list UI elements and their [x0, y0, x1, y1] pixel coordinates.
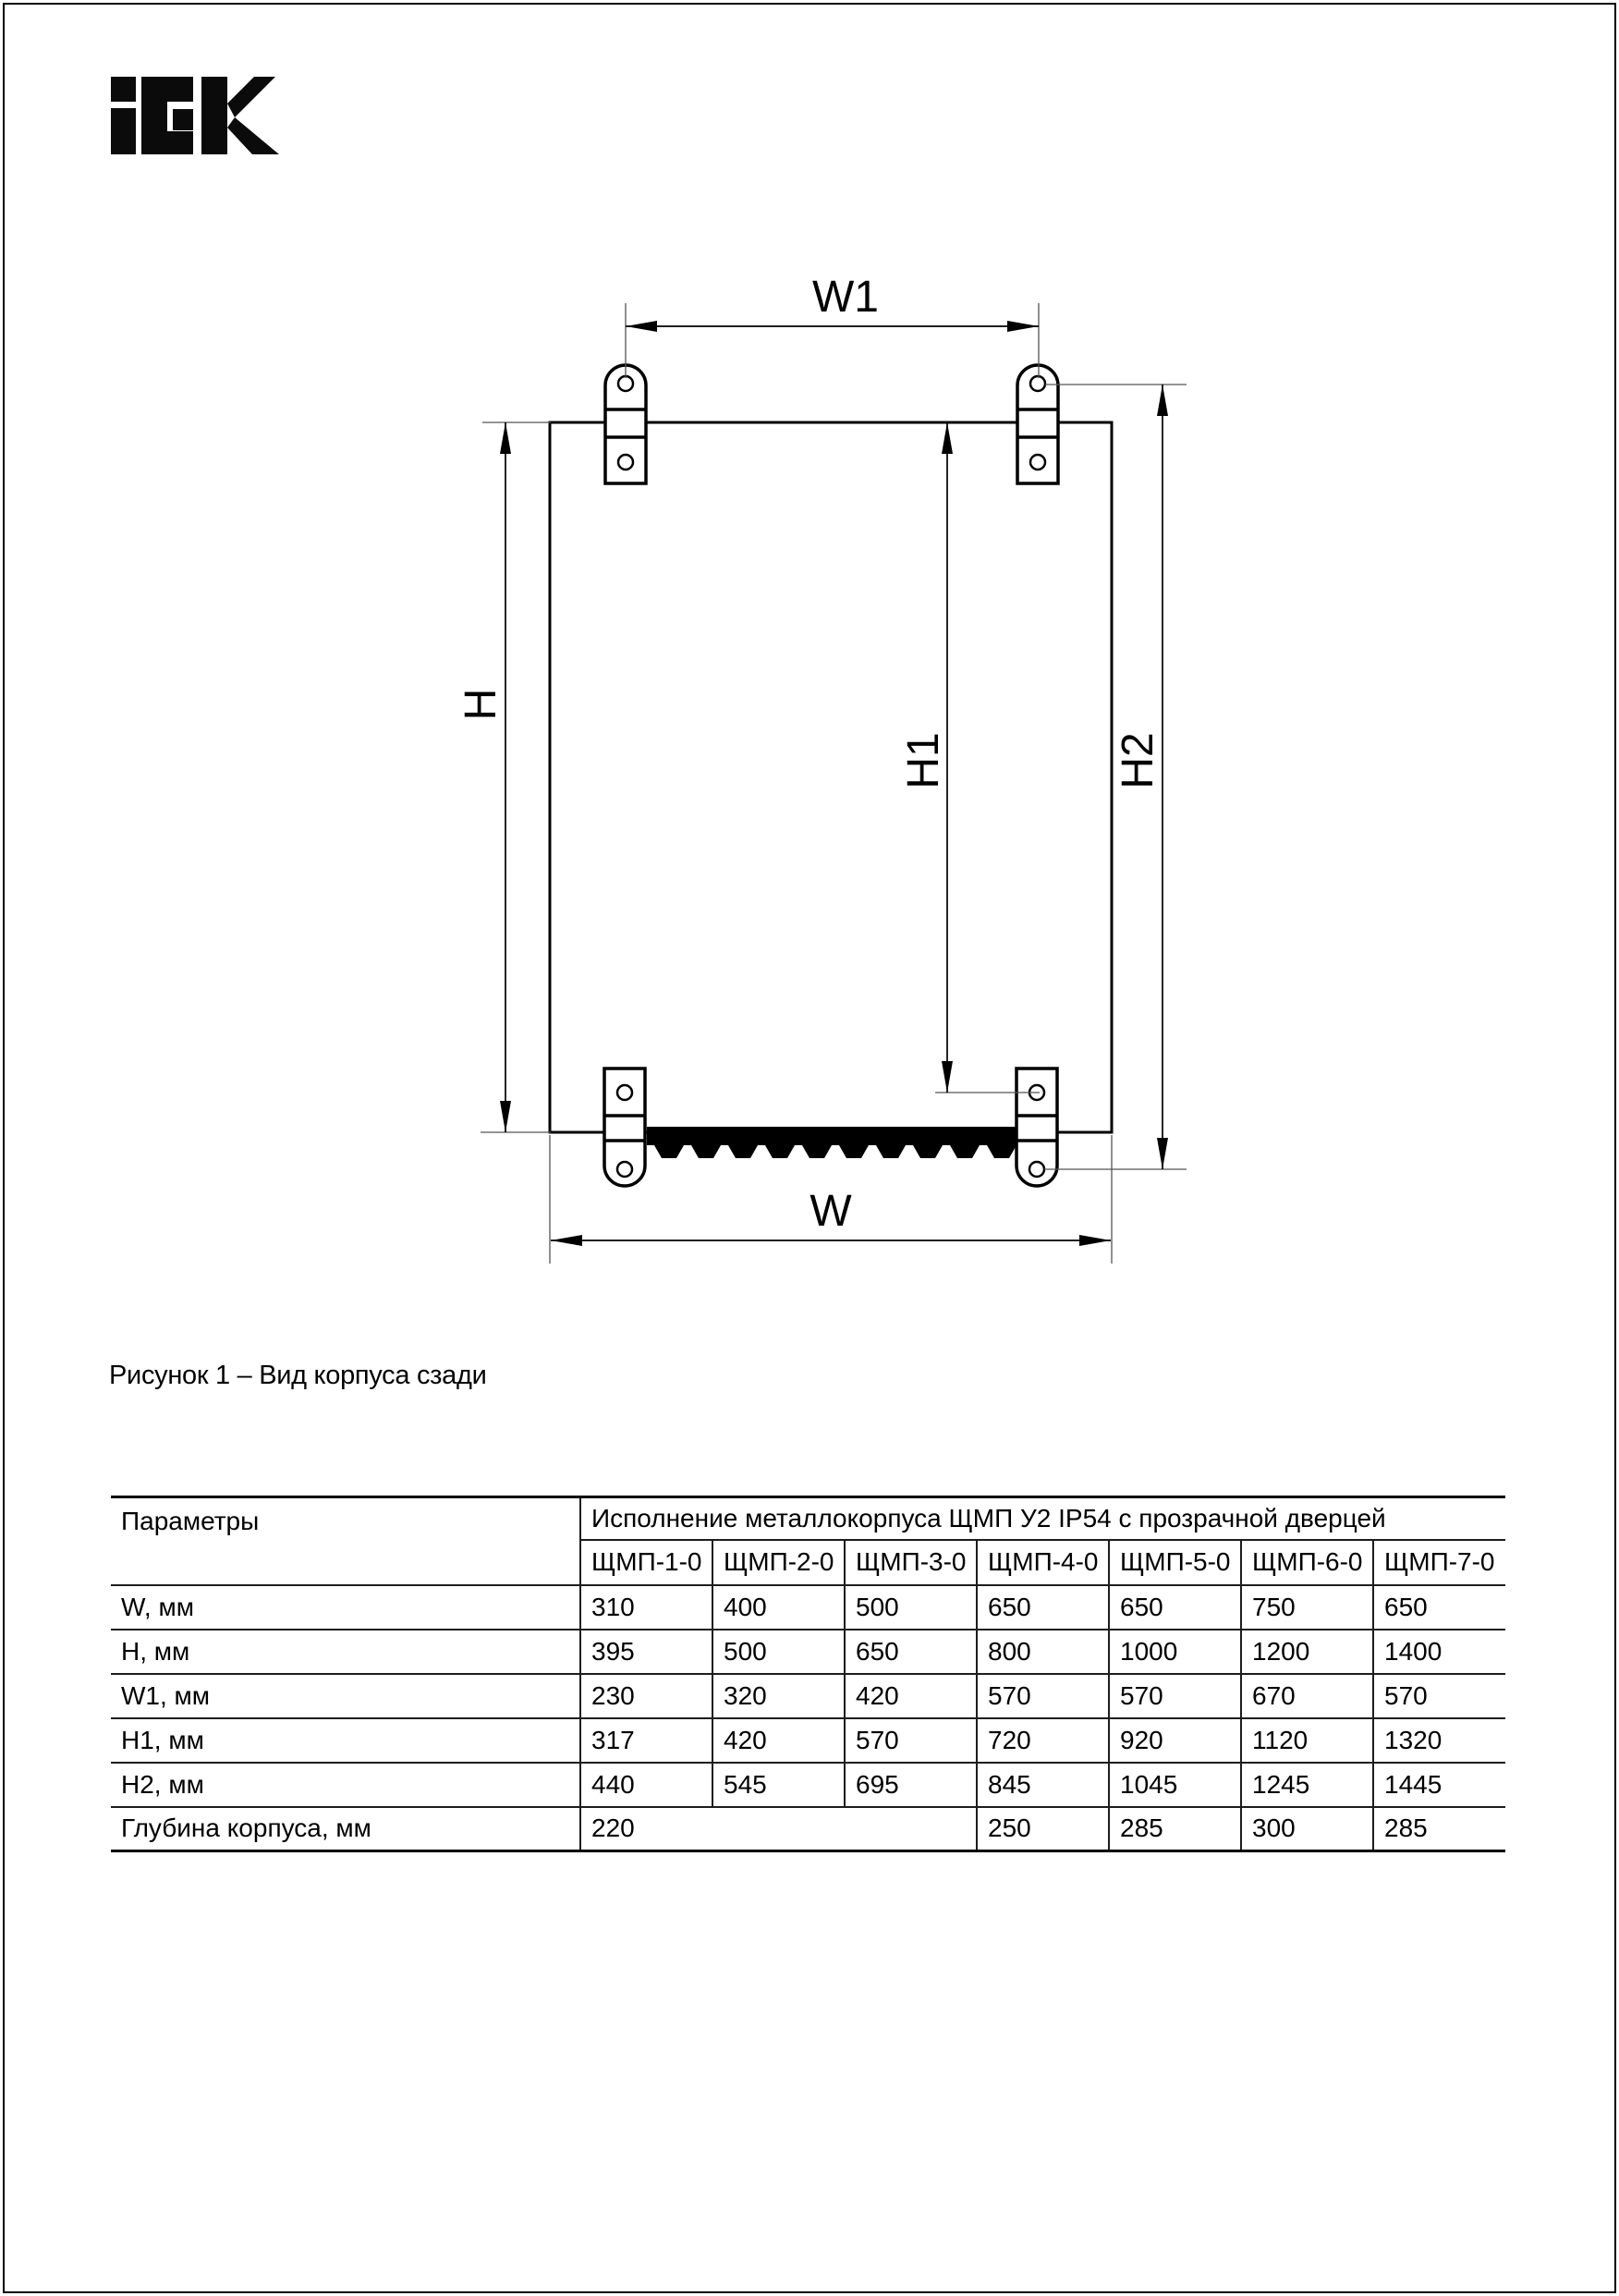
enclosure-rear-view-drawing — [407, 250, 1257, 1285]
table-row-depth — [111, 1807, 1505, 1851]
cell-value: 650 — [977, 1585, 1109, 1630]
cell-value: 1045 — [1109, 1763, 1241, 1807]
cell-value: 670 — [1241, 1674, 1373, 1718]
cell-value: 800 — [977, 1630, 1109, 1674]
cell-value: 650 — [1373, 1585, 1505, 1630]
enclosure-body — [550, 422, 1112, 1132]
cell-value: 570 — [1373, 1674, 1505, 1718]
dim-label-h: H — [456, 688, 505, 721]
cell-value: 1445 — [1373, 1763, 1505, 1807]
bracket-bottom-left — [604, 1069, 645, 1186]
cell-value: 320 — [712, 1674, 845, 1718]
row-label: H2, мм — [111, 1763, 580, 1807]
row-label: H1, мм — [111, 1718, 580, 1763]
table-row — [111, 1630, 1505, 1674]
header-model-5: ЩМП-5-0 — [1109, 1540, 1241, 1585]
table-header-group-row — [111, 1497, 1505, 1540]
header-model-1: ЩМП-1-0 — [580, 1540, 712, 1585]
cell-value: 545 — [712, 1763, 845, 1807]
header-group: Исполнение металлокорпуса ЩМП У2 IP54 с прозрачной дверцей — [580, 1497, 1505, 1540]
cell-value: 500 — [845, 1585, 977, 1630]
cell-value: 500 — [712, 1630, 845, 1674]
cell-value: 845 — [977, 1763, 1109, 1807]
cell-value: 317 — [580, 1718, 712, 1763]
dim-label-h2: H2 — [1114, 732, 1163, 789]
row-label: W, мм — [111, 1585, 580, 1630]
table-row — [111, 1585, 1505, 1630]
cell-value: 230 — [580, 1674, 712, 1718]
table-row — [111, 1763, 1505, 1807]
header-parameters: Параметры — [121, 1507, 260, 1535]
cell-value: 395 — [580, 1630, 712, 1674]
table-row — [111, 1674, 1505, 1718]
cell-value: 720 — [977, 1718, 1109, 1763]
bracket-top-left — [605, 365, 646, 483]
header-model-6: ЩМП-6-0 — [1241, 1540, 1373, 1585]
cell-value: 920 — [1109, 1718, 1241, 1763]
parameters-table — [111, 1496, 1505, 1852]
figure-caption: Рисунок 1 – Вид корпуса сзади — [109, 1361, 487, 1390]
cell-value: 1400 — [1373, 1630, 1505, 1674]
cell-value: 400 — [712, 1585, 845, 1630]
cell-value: 1120 — [1241, 1718, 1373, 1763]
row-label: H, мм — [111, 1630, 580, 1674]
cell-value: 420 — [845, 1674, 977, 1718]
cell-value: 570 — [845, 1718, 977, 1763]
cell-value: 300 — [1241, 1807, 1373, 1851]
dim-label-w: W — [810, 1187, 852, 1236]
cell-value-merged: 220 — [580, 1807, 977, 1851]
cell-value: 250 — [977, 1807, 1109, 1851]
cell-value: 310 — [580, 1585, 712, 1630]
cell-value: 650 — [1109, 1585, 1241, 1630]
table-row — [111, 1718, 1505, 1763]
serrated-strip — [647, 1127, 1016, 1158]
dim-label-h1: H1 — [899, 732, 948, 789]
cell-value: 440 — [580, 1763, 712, 1807]
bracket-bottom-right — [1016, 1069, 1057, 1186]
cell-value: 695 — [845, 1763, 977, 1807]
cell-value: 650 — [845, 1630, 977, 1674]
bracket-top-right — [1017, 365, 1058, 483]
header-model-3: ЩМП-3-0 — [845, 1540, 977, 1585]
iek-logo-glyphs — [111, 77, 279, 154]
cell-value: 420 — [712, 1718, 845, 1763]
cell-value: 285 — [1109, 1807, 1241, 1851]
dimension-arrowheads — [500, 321, 1168, 1246]
cell-value: 1200 — [1241, 1630, 1373, 1674]
row-label: Глубина корпуса, мм — [111, 1807, 580, 1851]
dim-label-w1: W1 — [812, 273, 879, 322]
cell-value: 750 — [1241, 1585, 1373, 1630]
header-model-4: ЩМП-4-0 — [977, 1540, 1109, 1585]
cell-value: 570 — [1109, 1674, 1241, 1718]
header-model-7: ЩМП-7-0 — [1373, 1540, 1505, 1585]
row-label: W1, мм — [111, 1674, 580, 1718]
cell-value: 1245 — [1241, 1763, 1373, 1807]
cell-value: 570 — [977, 1674, 1109, 1718]
extension-lines — [481, 303, 1187, 1264]
header-model-2: ЩМП-2-0 — [712, 1540, 845, 1585]
cell-value: 1000 — [1109, 1630, 1241, 1674]
cell-value: 1320 — [1373, 1718, 1505, 1763]
iek-logo — [103, 74, 281, 157]
cell-value: 285 — [1373, 1807, 1505, 1851]
